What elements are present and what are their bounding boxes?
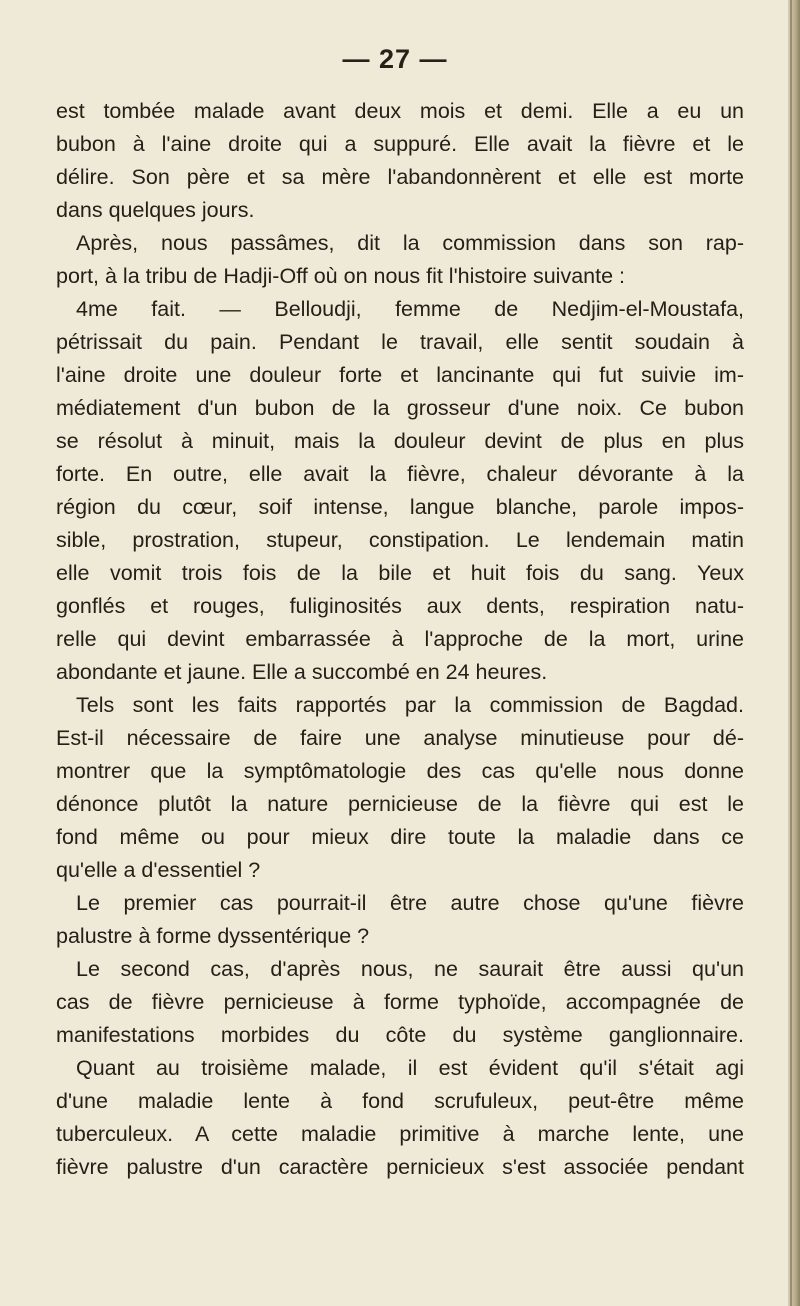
text-line: palustre à forme dyssentérique ? [56, 924, 370, 948]
text-line: cas de fièvre pernicieuse à forme typhoïde, accompagnée de [56, 990, 744, 1014]
text-line: pétrissait du pain. Pendant le travail, elle sentit soudain à [56, 330, 744, 354]
text-line: Quant au troisième malade, il est évident qu'il s'était agi [76, 1056, 744, 1080]
text-line: relle qui devint embarrassée à l'approche de la mort, urine [56, 627, 744, 651]
text-line: est tombée malade avant deux mois et demi. Elle a eu un [56, 99, 744, 123]
text-line: Le second cas, d'après nous, ne saurait être aussi qu'un [76, 957, 744, 981]
text-line: Tels sont les faits rapportés par la commission de Bagdad. [76, 693, 744, 717]
body-text [56, 95, 744, 1184]
text-line: région du cœur, soif intense, langue blanche, parole impos- [56, 495, 744, 519]
text-line: montrer que la symptômatologie des cas qu'elle nous donne [56, 759, 744, 783]
text-line: tuberculeux. A cette maladie primitive à marche lente, une [56, 1122, 744, 1146]
text-line: 4me fait. — Belloudji, femme de Nedjim-el-Moustafa, [76, 297, 744, 321]
page-edge [788, 0, 800, 1306]
text-line: médiatement d'un bubon de la grosseur d'une noix. Ce bubon [56, 396, 744, 420]
text-line: bubon à l'aine droite qui a suppuré. Elle avait la fièvre et le [56, 132, 744, 156]
text-line: Le premier cas pourrait-il être autre chose qu'une fièvre [76, 891, 744, 915]
text-line: abondante et jaune. Elle a succombé en 24 heures. [56, 660, 548, 684]
page-number: — 27 — [342, 44, 448, 74]
text-line: dans quelques jours. [56, 198, 255, 222]
text-line: Est-il nécessaire de faire une analyse minutieuse pour dé- [56, 726, 744, 750]
text-line: dénonce plutôt la nature pernicieuse de la fièvre qui est le [56, 792, 744, 816]
text-line: d'une maladie lente à fond scrufuleux, peut-être même [56, 1089, 744, 1113]
text-line: qu'elle a d'essentiel ? [56, 858, 261, 882]
text-line: port, à la tribu de Hadji-Off où on nous fit l'histoire suivante : [56, 264, 625, 288]
text-line: gonflés et rouges, fuliginosités aux dents, respiration natu- [56, 594, 744, 618]
text-line: fièvre palustre d'un caractère pernicieux s'est associée pendant [56, 1155, 744, 1179]
text-line: se résolut à minuit, mais la douleur devint de plus en plus [56, 429, 744, 453]
text-line: manifestations morbides du côte du système ganglionnaire. [56, 1023, 744, 1047]
text-line: Après, nous passâmes, dit la commission dans son rap- [76, 231, 744, 255]
binding-shadow [790, 0, 792, 1306]
text-line: forte. En outre, elle avait la fièvre, chaleur dévorante à la [56, 462, 744, 486]
text-line: fond même ou pour mieux dire toute la maladie dans ce [56, 825, 744, 849]
text-line: l'aine droite une douleur forte et lancinante qui fut suivie im- [56, 363, 744, 387]
text-line: délire. Son père et sa mère l'abandonnèrent et elle est morte [56, 165, 744, 189]
text-line: elle vomit trois fois de la bile et huit fois du sang. Yeux [56, 561, 744, 585]
text-line: sible, prostration, stupeur, constipation. Le lendemain matin [56, 528, 744, 552]
